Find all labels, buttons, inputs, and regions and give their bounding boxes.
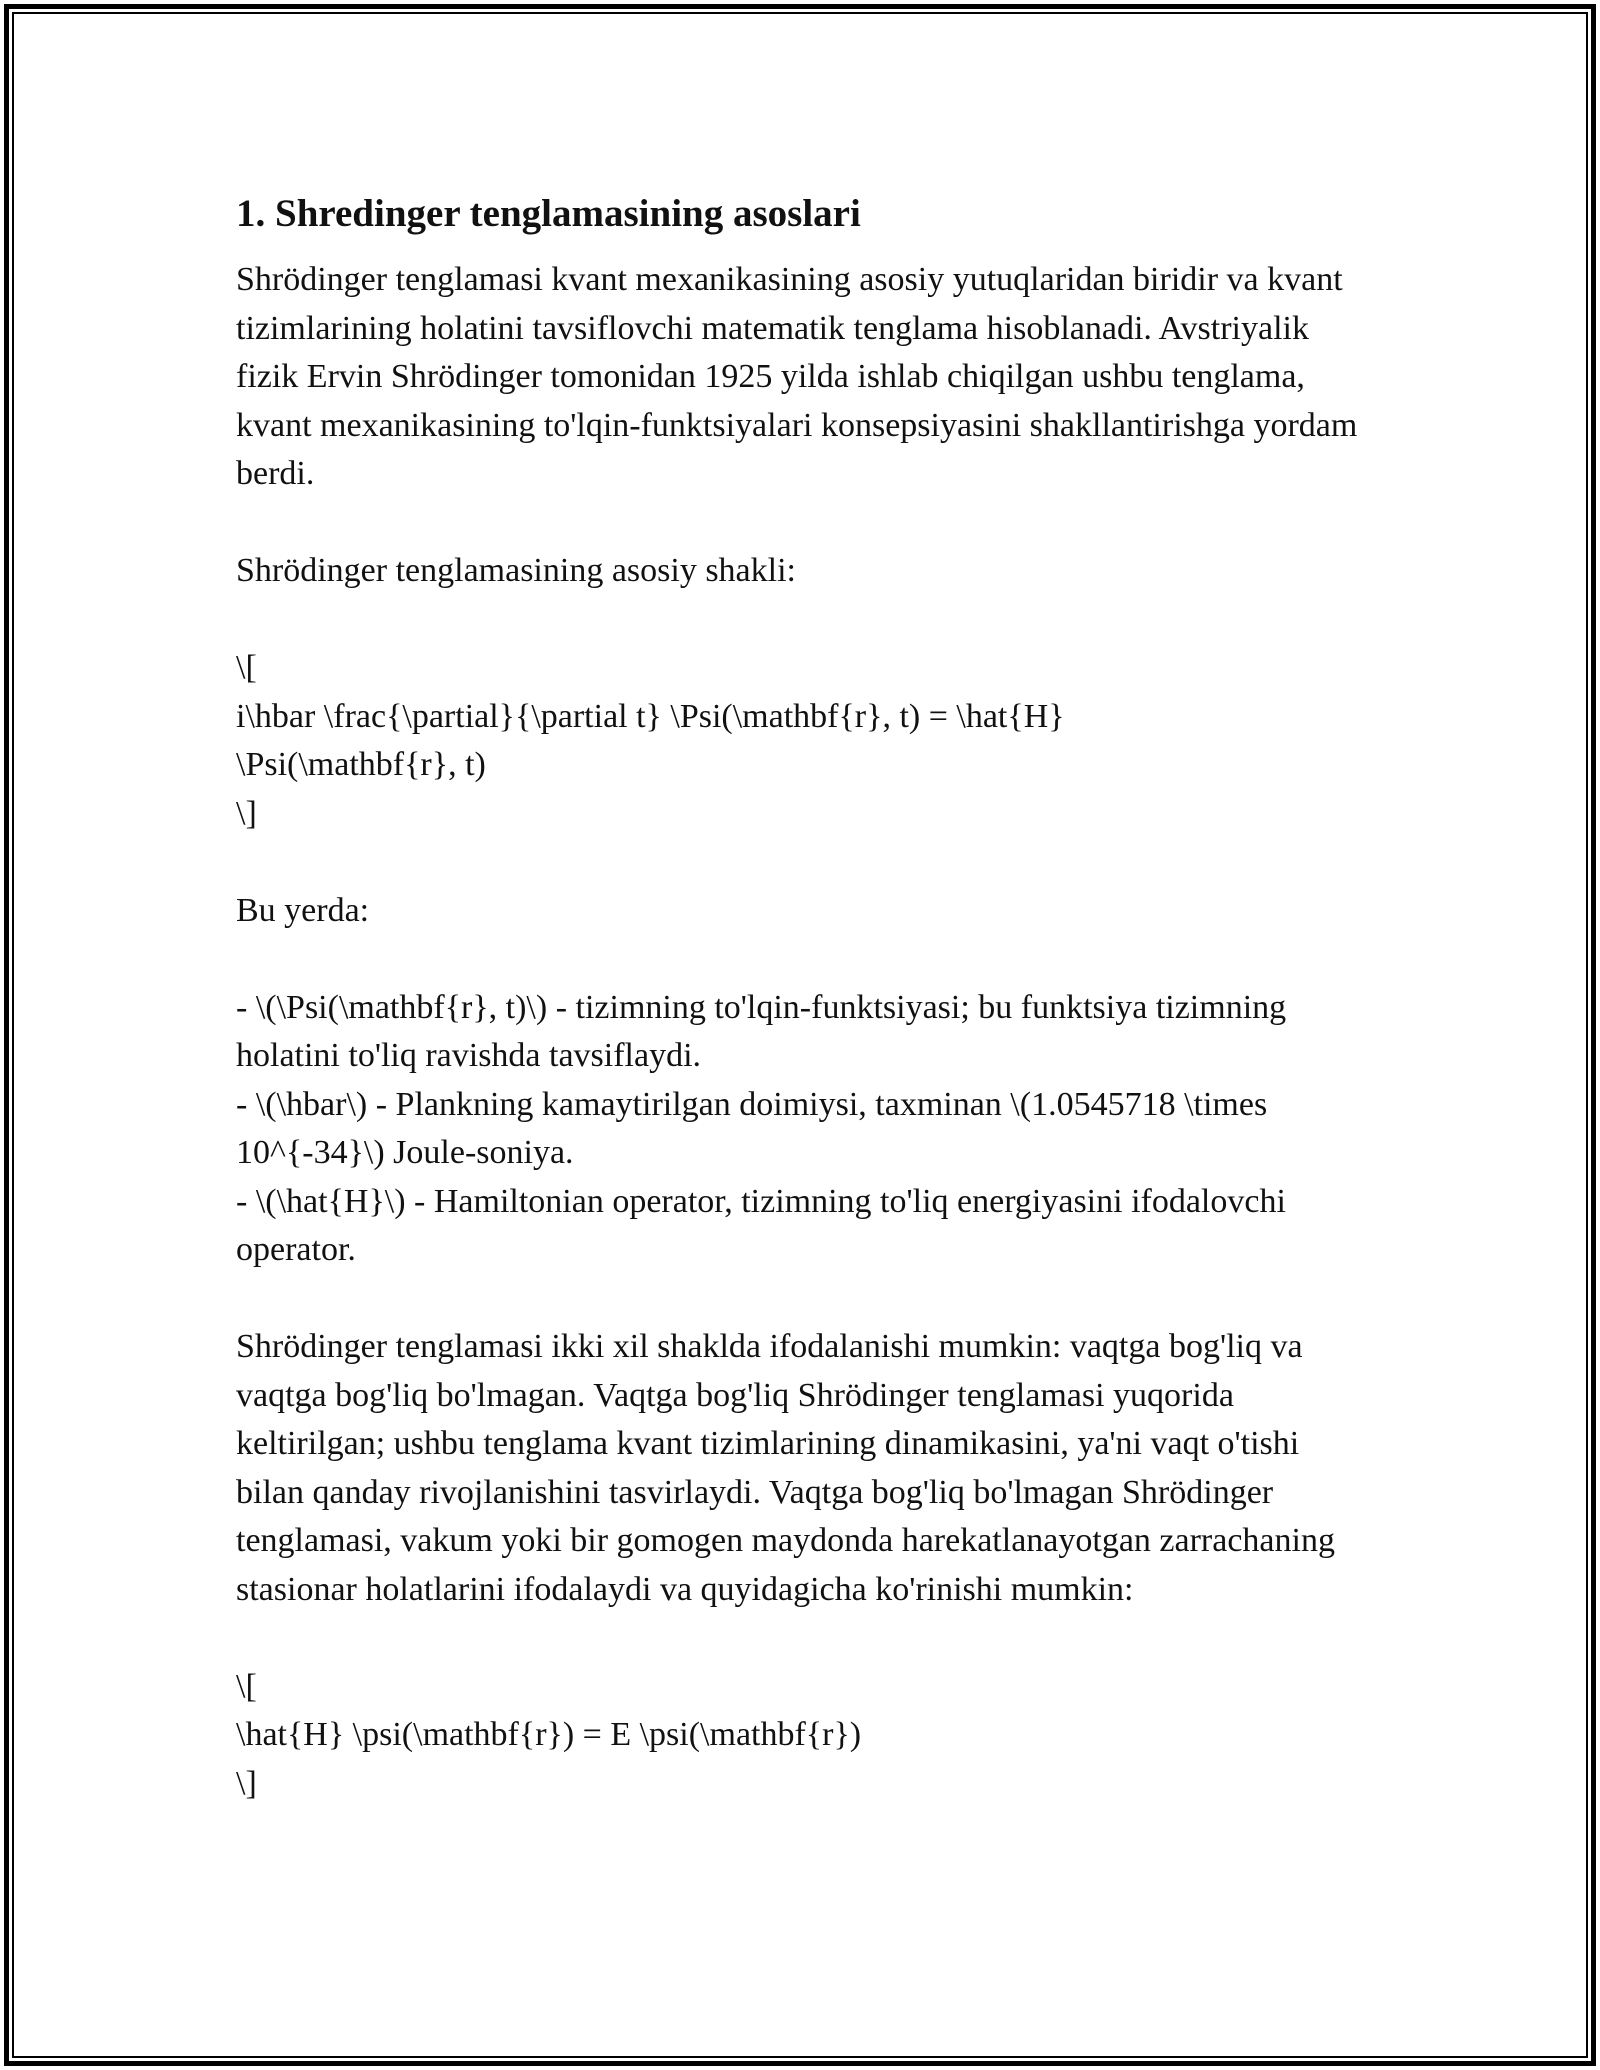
equation-block-1 — [236, 644, 1366, 838]
intro-paragraph: Shrödinger tenglamasi kvant mexanikasining asosiy yutuqlaridan biridir va kvant tizimlarining holatini tavsiflovchi matematik tenglama hisoblanadi. Avstriyalik fizik Ervin Shrödinger tomonidan 1925 yilda ishlab chiqilgan ushbu tenglama, kvant mexanikasining to'lqin-funktsiyalari konsepsiyasini shakllantirishga yordam berdi. — [236, 261, 1366, 492]
equation-open: \[ — [236, 649, 257, 686]
document-body — [236, 190, 1366, 1808]
equation-line: i\hbar \frac{\partial}{\partial t} \Psi(\mathbf{r}, t) = \hat{H} — [236, 697, 1065, 735]
forms-paragraph: Shrödinger tenglamasi ikki xil shaklda ifodalanishi mumkin: vaqtga bog'liq va vaqtga bog'liq bo'lmagan. Vaqtga bog'liq Shrödinger tenglamasi yuqorida keltirilgan; ushbu tenglama kvant tizimlarining dinamikasini, ya'ni vaqt o'tishi bilan qanday rivojlanishini tasvirlaydi. Vaqtga bog'liq bo'lmagan Shrödinger tenglamasi, vakum yoki bir gomogen maydonda harekatlanayotgan zarrachaning stasionar holatlarini ifodalaydi va quyidagicha ko'rinishi mumkin: — [236, 1328, 1344, 1608]
section-heading: 1. Shredinger tenglamasining asoslari — [236, 192, 861, 235]
equation-open: \[ — [236, 1667, 257, 1705]
equation-close: \] — [236, 1764, 257, 1802]
spacer — [236, 596, 1366, 645]
definition-item: - \(\hbar\) - Plankning kamaytirilgan doimiysi, taxminan \(1.0545718 \times 10^{-34}\) Joule-soniya. — [236, 1085, 1276, 1171]
spacer — [236, 1275, 1366, 1324]
equation-line: \hat{H} \psi(\mathbf{r}) = E \psi(\mathbf{r}) — [236, 1716, 862, 1753]
spacer — [236, 838, 1366, 887]
spacer — [236, 499, 1366, 548]
spacer — [236, 935, 1366, 984]
where-label: Bu yerda: — [236, 891, 370, 929]
equation-block-2 — [236, 1663, 1366, 1809]
definition-list — [236, 984, 1366, 1275]
definition-item: - \(\Psi(\mathbf{r}, t)\) - tizimning to'lqin-funktsiyasi; bu funktsiya tizimning holatini to'liq ravishda tavsiflaydi. — [236, 988, 1295, 1074]
basic-form-label: Shrödinger tenglamasining asosiy shakli: — [236, 552, 796, 589]
spacer — [236, 1614, 1366, 1663]
definition-item: - \(\hat{H}\) - Hamiltonian operator, tizimning to'liq energiyasini ifodalovchi operator. — [236, 1182, 1295, 1268]
equation-line: \Psi(\mathbf{r}, t) — [236, 746, 486, 783]
equation-close: \] — [236, 794, 257, 832]
